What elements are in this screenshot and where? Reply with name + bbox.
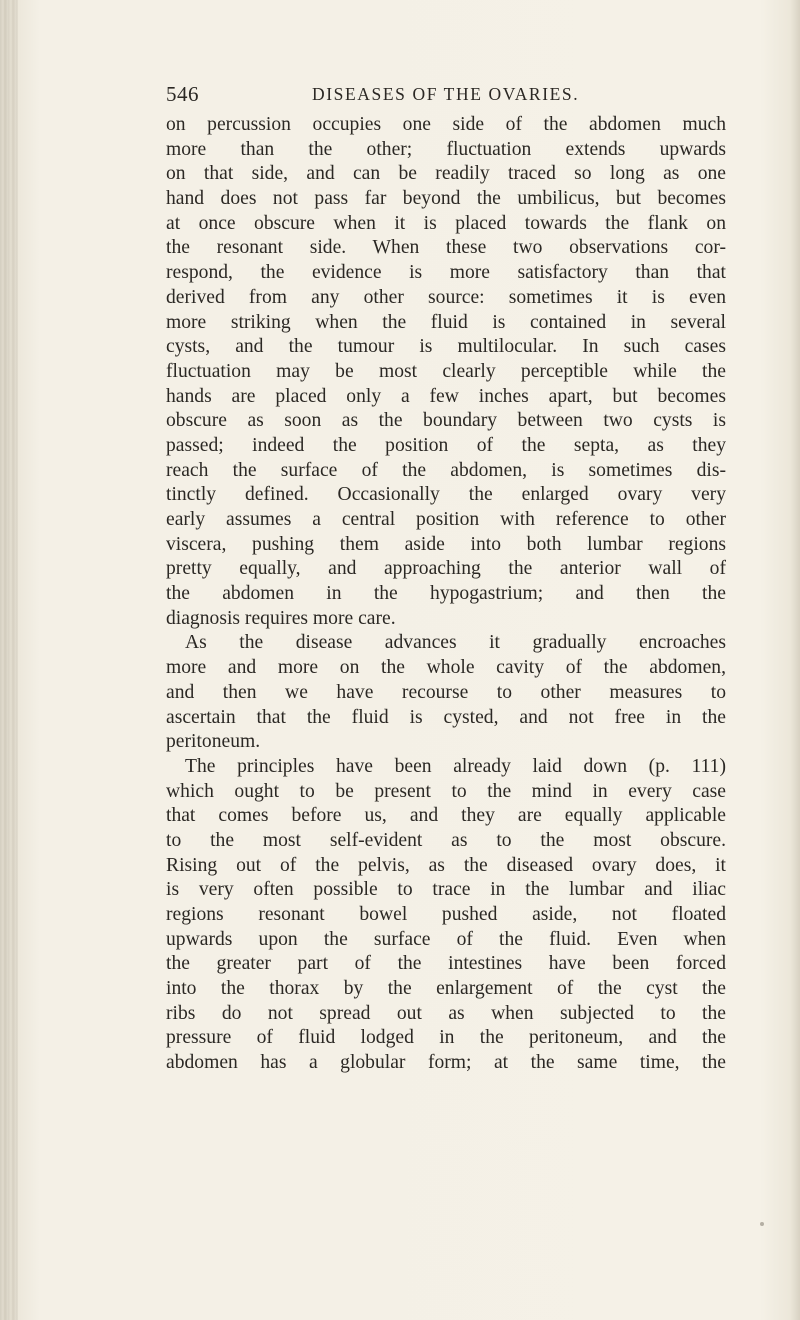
text-line: on that side, and can be readily traced so long as one xyxy=(166,163,726,185)
text-line: the greater part of the intestines have been forced xyxy=(166,953,726,975)
text-line: respond, the evidence is more satisfactory than that xyxy=(166,262,726,284)
text-line: upwards upon the surface of the fluid. Even when xyxy=(166,928,726,950)
text-line: into the thorax by the enlargement of the cyst the xyxy=(166,978,726,1000)
text-line: hands are placed only a few inches apart, but becomes xyxy=(166,385,726,407)
text-line: fluctuation may be most clearly perceptible while the xyxy=(166,360,726,382)
text-line: the resonant side. When these two observations cor- xyxy=(166,237,726,259)
text-line: to the most self-evident as to the most obscure. xyxy=(166,829,726,851)
text-line: As the disease advances it gradually encroaches xyxy=(185,632,726,654)
text-line: pressure of fluid lodged in the peritoneum, and the xyxy=(166,1027,726,1049)
text-line: more and more on the whole cavity of the abdomen, xyxy=(166,657,726,679)
text-line: viscera, pushing them aside into both lumbar regions xyxy=(166,533,726,555)
body-text xyxy=(166,113,726,1076)
text-line: abdomen has a globular form; at the same time, the xyxy=(166,1052,726,1074)
text-line: that comes before us, and they are equally applicable xyxy=(166,805,726,827)
page-header xyxy=(166,82,726,112)
page-binding-edge xyxy=(0,0,18,1320)
text-line: reach the surface of the abdomen, is sometimes dis- xyxy=(166,459,726,481)
text-line: passed; indeed the position of the septa, as they xyxy=(166,434,726,456)
paper-speck xyxy=(760,1222,764,1226)
text-line: tinctly defined. Occasionally the enlarged ovary very xyxy=(166,484,726,506)
text-line: on percussion occupies one side of the abdomen much xyxy=(166,114,726,135)
text-line: peritoneum. xyxy=(166,731,261,753)
text-line: diagnosis requires more care. xyxy=(166,607,396,629)
text-line: hand does not pass far beyond the umbilicus, but becomes xyxy=(166,188,726,210)
text-line: ribs do not spread out as when subjected to the xyxy=(166,1002,726,1024)
text-line: is very often possible to trace in the lumbar and iliac xyxy=(166,879,726,901)
text-line: which ought to be present to the mind in every case xyxy=(166,780,726,802)
text-line: pretty equally, and approaching the anterior wall of xyxy=(166,558,726,580)
text-line: The principles have been already laid down (p. 111) xyxy=(185,755,726,777)
text-line: early assumes a central position with reference to other xyxy=(166,509,726,530)
text-line: Rising out of the pelvis, as the diseased ovary does, it xyxy=(166,854,726,876)
text-line: more than the other; fluctuation extends upwards xyxy=(166,138,726,160)
page-number: 546 xyxy=(166,82,199,106)
text-line: cysts, and the tumour is multilocular. In such cases xyxy=(166,336,726,358)
text-line: the abdomen in the hypogastrium; and then the xyxy=(166,583,726,605)
text-line: derived from any other source: sometimes it is even xyxy=(166,286,726,308)
text-line: and then we have recourse to other measures to xyxy=(166,681,726,703)
text-line: more striking when the fluid is contained in several xyxy=(166,311,726,333)
running-head: DISEASES OF THE OVARIES. xyxy=(312,84,580,104)
text-line: regions resonant bowel pushed aside, not floated xyxy=(166,904,726,925)
text-line: obscure as soon as the boundary between two cysts is xyxy=(166,410,726,432)
text-line: ascertain that the fluid is cysted, and not free in the xyxy=(166,706,726,728)
text-line: at once obscure when it is placed towards the flank on xyxy=(166,212,726,234)
